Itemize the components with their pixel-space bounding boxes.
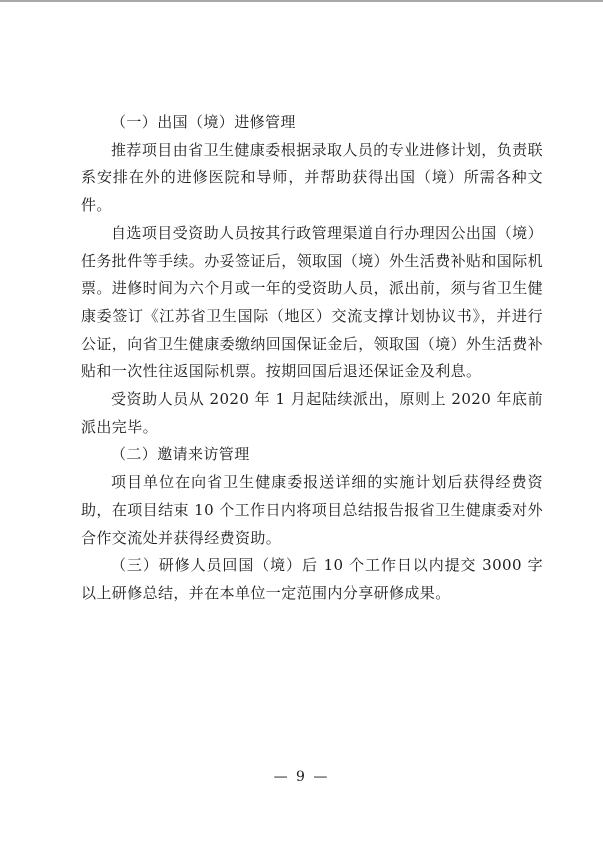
paragraph-project-unit-funding: 项目单位在向省卫生健康委报送详细的实施计划后获得经费资助，在项目结束 10 个工作日内将项目总结报告报省卫生健康委对外合作交流处并获得经费资助。 (81, 473, 543, 547)
paragraph-training-summary: （三）研修人员回国（境）后 10 个工作日以内提交 3000 字以上研修总结，并在本单位一定范围内分享研修成果。 (81, 556, 543, 602)
paragraph-recommended-projects: 推荐项目由省卫生健康委根据录取人员的专业进修计划，负责联系安排在外的进修医院和导师，并帮助获得出国（境）所需各种文件。 (81, 140, 543, 215)
section-heading-invited-visits: （二）邀请来访管理 (111, 445, 250, 464)
page-number: — 9 — (273, 769, 330, 785)
paragraph-dispatch-schedule: 受资助人员从 2020 年 1 月起陆续派出，原则上 2020 年底前派出完毕。 (81, 390, 543, 436)
paragraph-self-selected-projects: 自选项目受资助人员按其行政管理渠道自行办理因公出国（境）任务批件等手续。办妥签证后，领取国（境）外生活费补贴和国际机票。进修时间为六个月或一年的受资助人员，派出前，须与省卫生健康委签订《江苏省卫生国际（地区）交流支撑计划协议书》，并进行公证，向省卫生健康委缴纳回国保证金后，领取国（境）外生活费补贴和一次性往返国际机票。按期回国后退还保证金及利息。 (81, 223, 544, 381)
document-body (81, 109, 543, 608)
section-heading-outbound-training: （一）出国（境）进修管理 (111, 113, 296, 131)
top-border-line (0, 0, 603, 2)
